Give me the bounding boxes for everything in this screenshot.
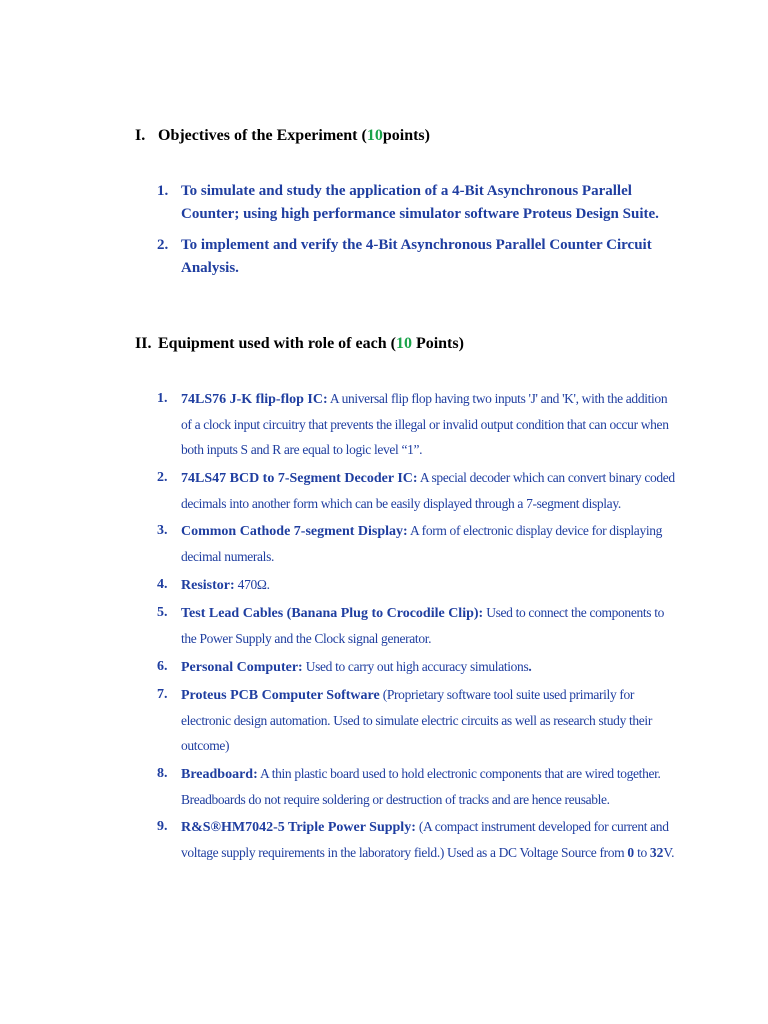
equipment-item [157, 386, 677, 462]
voltage-from: 0 [627, 845, 635, 860]
equipment-description: A universal flip flop having two inputs 'J' and 'K', with the addition of a clock input circuitry that prevents the illegal or invalid output condition that can occur when both inputs S and R are equal to logic level “1”. [181, 391, 669, 457]
objective-number: 1. [157, 183, 169, 199]
section-1-title: Objectives of the Experiment ( [158, 127, 367, 144]
equipment-number: 7. [157, 687, 168, 702]
equipment-item [157, 682, 677, 758]
equipment-description: A thin plastic board used to hold electronic components that are wired together. Breadboards do not require soldering or destruction of tracks and are hence reusable. [181, 765, 661, 807]
objective-text: To implement and verify the 4-Bit Asynchronous Parallel Counter Circuit Analysis. [181, 237, 652, 276]
equipment-name: Resistor: [181, 577, 235, 593]
section-2-title: Equipment used with role of each ( [158, 335, 396, 352]
equipment-number: 4. [157, 576, 168, 592]
equipment-item [157, 518, 677, 569]
voltage-unit: V. [663, 845, 675, 860]
equipment-description: 470Ω. [234, 576, 270, 592]
equipment-number: 8. [157, 765, 168, 781]
objective-number: 2. [157, 237, 169, 253]
equipment-list [157, 386, 677, 868]
equipment-number: 6. [157, 658, 168, 674]
equipment-description: A special decoder which can convert binary coded decimals into another form which can be easily displayed through a 7-segment display. [181, 469, 675, 511]
equipment-description: Used to carry out high accuracy simulations [302, 658, 529, 674]
voltage-mid: to [634, 845, 650, 860]
equipment-name: Personal Computer: [181, 659, 303, 675]
equipment-description: Used to connect the components to the Power Supply and the Clock signal generator. [181, 605, 665, 646]
equipment-name: Proteus PCB Computer Software [181, 688, 380, 703]
equipment-number: 5. [157, 605, 168, 620]
equipment-description: A form of electronic display device for displaying decimal numerals. [181, 523, 663, 564]
equipment-name: 74LS76 J-K flip-flop IC: [181, 392, 328, 407]
equipment-description-end: . [528, 658, 532, 674]
equipment-name: Breadboard: [181, 766, 258, 782]
objective-item [157, 180, 677, 225]
equipment-item [157, 654, 677, 680]
section-1-points-value: 10 [366, 127, 383, 144]
equipment-name: R&S®HM7042-5 Triple Power Supply: [181, 820, 416, 835]
section-1-number: I. [135, 127, 146, 144]
equipment-number: 1. [157, 391, 168, 406]
objectives-list [157, 180, 677, 288]
equipment-number: 2. [157, 469, 168, 485]
equipment-name: 74LS47 BCD to 7-Segment Decoder IC: [181, 470, 418, 486]
voltage-to: 32 [649, 845, 664, 860]
section-2-points-value: 10 [395, 335, 412, 352]
equipment-item [157, 465, 677, 516]
section-1-heading [135, 126, 430, 146]
equipment-item [157, 600, 677, 651]
objective-text: To simulate and study the application of a 4-Bit Asynchronous Parallel Counter; using high performance simulator software Proteus Design Suite. [181, 183, 659, 222]
equipment-description: (A compact instrument developed for current and voltage supply requirements in the laboratory field.) Used as a DC Voltage Source from [181, 819, 669, 860]
equipment-item [157, 814, 677, 865]
objective-item [157, 234, 677, 279]
section-2-points-suffix: Points) [411, 335, 464, 352]
section-2-number: II. [135, 335, 152, 352]
equipment-item [157, 572, 677, 598]
equipment-description: (Proprietary software tool suite used primarily for electronic design automation. Used to simulate electric circuits as well as research study their outcome) [181, 687, 652, 753]
section-1-points-suffix: points) [382, 127, 430, 144]
section-2-heading [135, 334, 464, 354]
equipment-number: 3. [157, 523, 168, 538]
equipment-item [157, 761, 677, 812]
equipment-name: Test Lead Cables (Banana Plug to Crocodile Clip): [181, 606, 484, 621]
equipment-number: 9. [157, 819, 168, 834]
equipment-name: Common Cathode 7-segment Display: [181, 524, 408, 539]
